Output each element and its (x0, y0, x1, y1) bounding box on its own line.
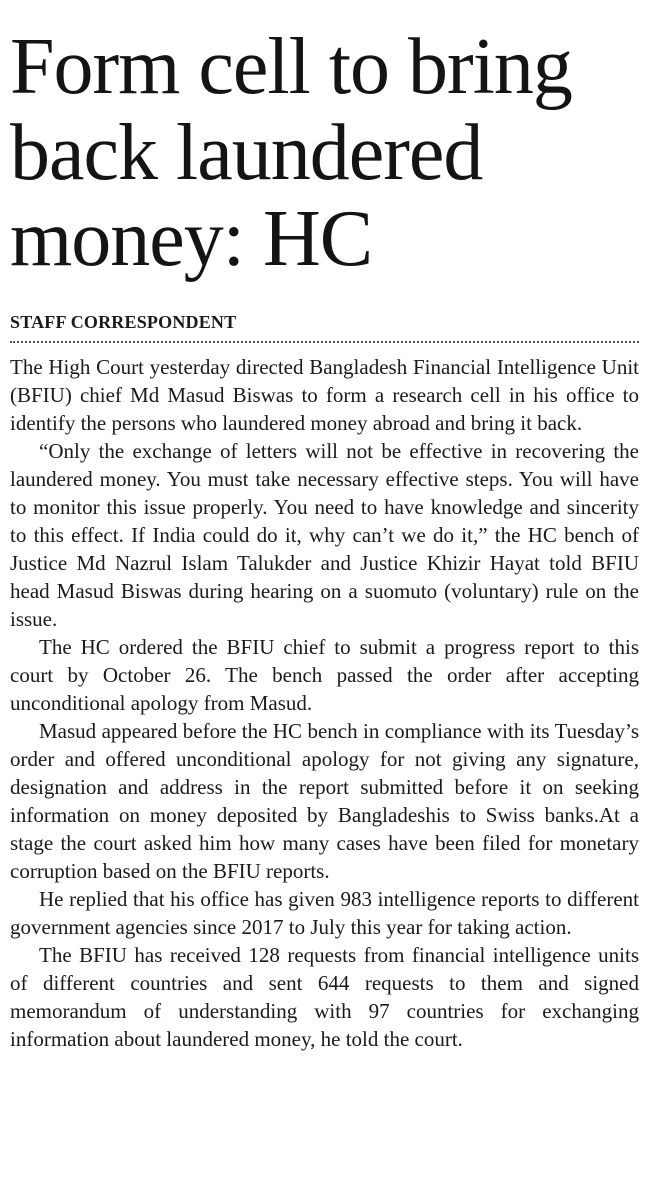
paragraph: He replied that his office has given 983 intelligence reports to different government agencies since 2017 to July this year for taking action. (10, 887, 639, 939)
paragraph: “Only the exchange of letters will not be effective in recovering the laundered money. You must take necessary effective steps. You will have to monitor this issue properly. You need to have knowledge and sincerity to this effect. If India could do it, why can’t we do it,” the HC bench of Justice Md Nazrul Islam Talukder and Justice Khizir Hayat told BFIU head Masud Biswas during hearing on a suomuto (voluntary) rule on the issue. (10, 439, 639, 631)
headline: Form cell to bring back laundered money: HC (10, 23, 572, 283)
paragraph: Masud appeared before the HC bench in compliance with its Tuesday’s order and offered unconditional apology for not giving any signature, designation and address in the report submitted before it on seeking information on money deposited by Bangladeshis to Swiss banks.At a stage the court asked him how many cases have been filed for monetary corruption based on the BFIU reports. (10, 719, 639, 883)
paragraph: The HC ordered the BFIU chief to submit a progress report to this court by October 26. The bench passed the order after accepting unconditional apology from Masud. (10, 635, 639, 715)
paragraph: The High Court yesterday directed Bangladesh Financial Intelligence Unit (BFIU) chief Md Masud Biswas to form a research cell in his office to identify the persons who laundered money abroad and bring it back. (10, 355, 639, 435)
dotted-divider (10, 341, 639, 343)
news-article (10, 0, 639, 1053)
byline: STAFF CORRESPONDENT (10, 312, 237, 332)
paragraph: The BFIU has received 128 requests from financial intelligence units of different countries and sent 644 requests to them and signed memorandum of understanding with 97 countries for exchanging information about laundered money, he told the court. (10, 943, 639, 1051)
article-body (10, 353, 639, 1053)
